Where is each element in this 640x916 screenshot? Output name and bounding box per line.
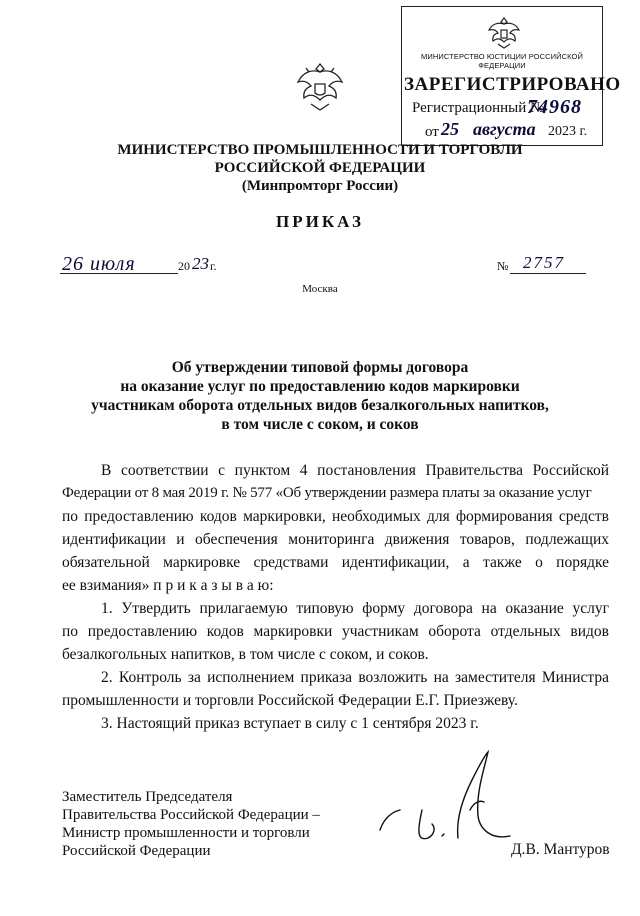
subject-line: участникам оборота отдельных видов безалкогольных напитков,	[91, 397, 549, 414]
ministry-name-line2: РОССИЙСКОЙ ФЕДЕРАЦИИ	[214, 160, 426, 176]
subject-line: Об утверждении типовой формы договора	[171, 359, 469, 376]
body-line: В соответствии с пунктом 4 постановления Правительства Российской	[101, 462, 609, 479]
body-line: обязательной маркировке средствами идентификации, а также о порядке	[62, 554, 609, 571]
stamp-date-month: августа	[473, 119, 536, 139]
date-underline	[60, 273, 178, 274]
order-number-handwritten: 2757	[523, 253, 565, 272]
body-line: Федерации от 8 мая 2019 г. № 577 «Об утверждении размера платы за оказание услуг	[62, 485, 592, 501]
signatory-name: Д.В. Мантуров	[511, 841, 610, 858]
order-number-sign: №	[497, 259, 509, 273]
order-year-prefix: 20	[178, 259, 190, 273]
signatory-position-line: Министр промышленности и торговли	[62, 825, 310, 841]
ministry-short-name: (Минпромторг России)	[241, 178, 399, 194]
body-line: 3. Настоящий приказ вступает в силу с 1 сентября 2023 г.	[101, 715, 479, 732]
signatory-position-line: Российской Федерации	[62, 843, 211, 859]
stamp-registration-number: 74968	[527, 96, 582, 118]
coat-of-arms-icon	[293, 60, 347, 116]
body-line: по предоставлению кодов маркировки участникам оборота отдельных видов	[62, 623, 609, 640]
stamp-ministry-name: МИНИСТЕРСТВО ЮСТИЦИИ РОССИЙСКОЙ ФЕДЕРАЦИИ	[421, 52, 583, 70]
body-line: 2. Контроль за исполнением приказа возложить на заместителя Министра	[101, 669, 609, 686]
subject-line: на оказание услуг по предоставлению кодов маркировки	[120, 378, 520, 395]
stamp-registration-label: Регистрационный №	[412, 100, 545, 116]
order-year-suffix: г.	[210, 259, 217, 273]
stamp-coat-of-arms-icon	[484, 12, 524, 52]
subject-line: в том числе с соком, и соков	[221, 416, 419, 433]
document-type: ПРИКАЗ	[276, 212, 364, 231]
body-line: ее взимания» п р и к а з ы в а ю:	[62, 577, 274, 594]
body-line: идентификации и обеспечения мониторинга движения товаров, подлежащих	[62, 531, 609, 548]
stamp-registered-title: ЗАРЕГИСТРИРОВАНО	[404, 74, 621, 95]
city: Москва	[302, 283, 338, 295]
body-line: безалкогольных напитков, в том числе с соком, и соков.	[62, 646, 429, 663]
stamp-date-year: 2023 г.	[548, 124, 588, 139]
number-underline	[510, 273, 586, 274]
ministry-name-line1: МИНИСТЕРСТВО ПРОМЫШЛЕННОСТИ И ТОРГОВЛИ	[117, 142, 523, 158]
handwritten-signature	[370, 740, 515, 855]
body-line: по предоставлению кодов маркировки, необходимых для формирования средств	[62, 508, 609, 525]
body-line: 1. Утвердить прилагаемую типовую форму договора на оказание услуг	[101, 600, 609, 617]
body-line: промышленности и торговли Российской Федерации Е.Г. Приезжеву.	[62, 692, 518, 709]
order-year-handwritten: 23	[192, 254, 209, 273]
signatory-position-line: Правительства Российской Федерации –	[62, 807, 320, 823]
stamp-date-prefix: от	[425, 124, 439, 140]
stamp-date-day: 25	[441, 119, 459, 139]
signatory-position-line: Заместитель Председателя	[62, 789, 233, 805]
order-date-handwritten: 26 июля	[62, 253, 136, 275]
